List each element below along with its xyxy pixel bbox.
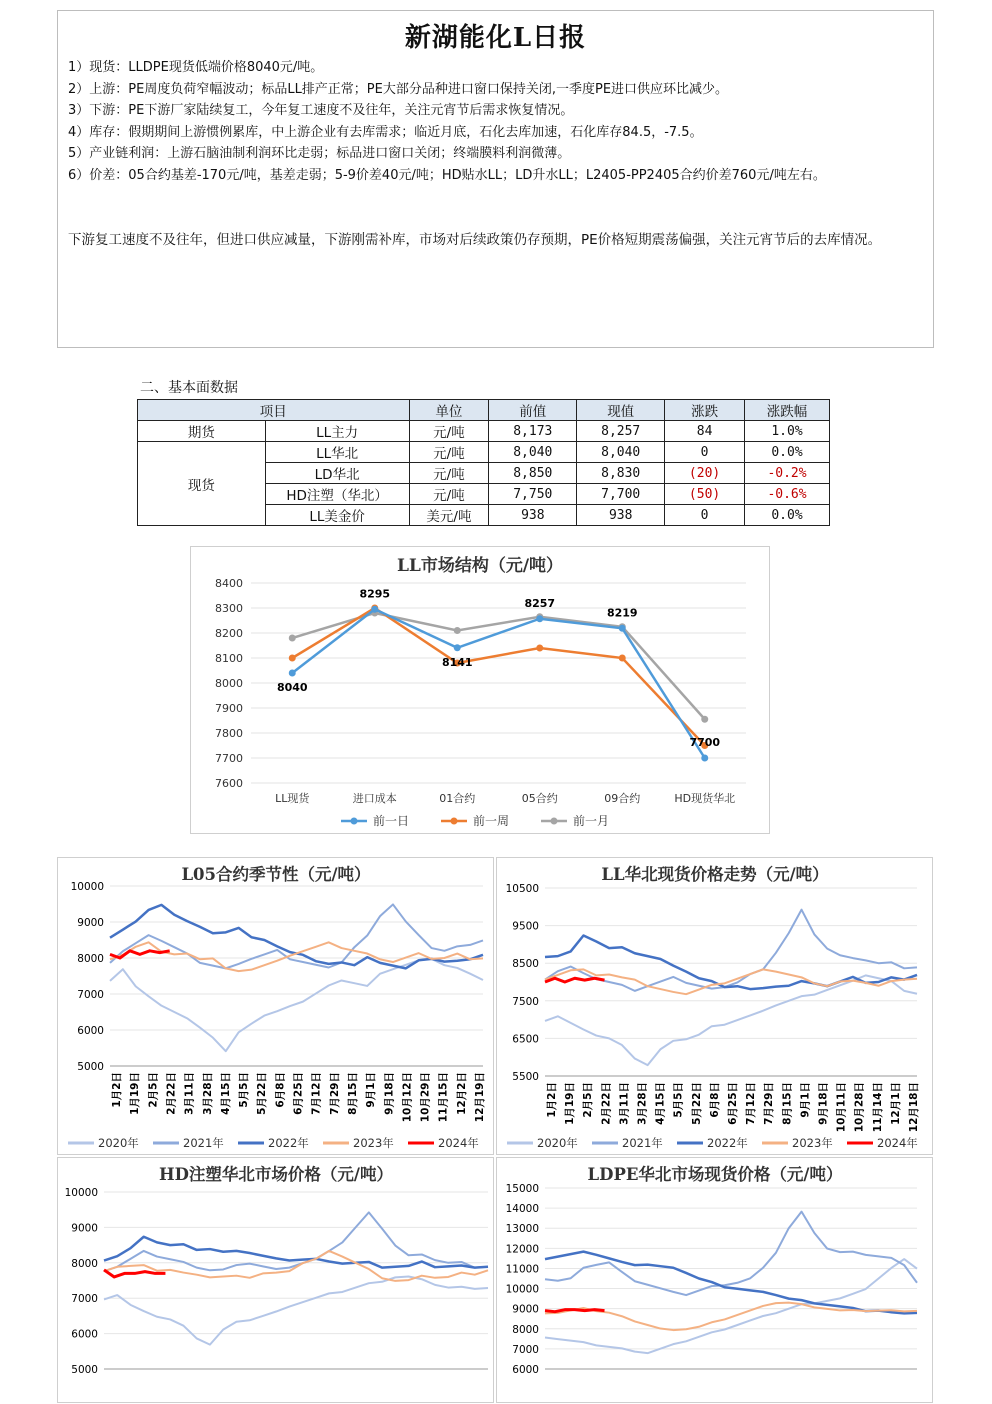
chart-title: LDPE华北市场现货价格（元/吨） [587, 1165, 843, 1184]
pct-cell: -0.6% [745, 484, 830, 505]
chg-cell: (20) [665, 463, 745, 484]
x-tick-label: 3月28日 [201, 1072, 214, 1115]
item-cell: LL美金价 [265, 505, 409, 526]
x-tick-label: 1月2日 [111, 1072, 123, 1108]
x-tick-label: HD现货华北 [674, 792, 736, 805]
hd-injection-chart [57, 1157, 494, 1403]
table-row [138, 421, 830, 442]
prev-cell: 8,040 [489, 442, 577, 463]
y-tick-label: 8000 [71, 1257, 98, 1270]
report-line: 3）下游：PE下游厂家陆续复工，今年复工速度不及往年，关注元宵节后需求恢复情况。 [68, 103, 574, 118]
legend-marker [351, 818, 358, 825]
market-structure-svg [191, 547, 769, 833]
x-tick-label: 进口成本 [352, 792, 397, 805]
report-line: 5）产业链利润：上游石脑油制利润环比走弱；标品进口窗口关闭；终端膜料利润微薄。 [68, 146, 571, 161]
y-tick-label: 7900 [215, 702, 243, 715]
data-point [454, 627, 461, 634]
data-label: 8040 [276, 681, 308, 694]
pct-cell: 1.0% [745, 421, 830, 442]
header-prev: 前值 [489, 400, 577, 421]
chg-cell: (50) [665, 484, 745, 505]
y-tick-label: 9000 [512, 1303, 539, 1316]
data-point [371, 606, 378, 613]
cur-cell: 8,830 [577, 463, 665, 484]
ll-north-spot-chart [496, 857, 933, 1155]
data-point [289, 635, 296, 642]
item-cell: HD注塑（华北） [265, 484, 409, 505]
data-label: 8295 [359, 587, 391, 601]
pct-cell: 0.0% [745, 442, 830, 463]
x-tick-label: 3月11日 [618, 1082, 631, 1125]
x-tick-label: 6月25日 [292, 1072, 305, 1115]
cur-cell: 8,040 [577, 442, 665, 463]
data-label: 7700 [689, 736, 721, 749]
x-tick-label: 12月1日 [889, 1082, 902, 1125]
report-line: 2）上游：PE周度负荷窄幅波动；标品LL排产正常；PE大部分品种进口窗口保持关闭,一季度PE进口供应环比减少。 [68, 81, 729, 97]
series-line [110, 905, 483, 969]
series-line [110, 959, 483, 1051]
series-line [545, 1259, 917, 1353]
x-tick-label: 09合约 [604, 792, 641, 805]
header-unit: 单位 [409, 400, 489, 421]
data-label: 8141 [441, 655, 473, 669]
x-tick-label: 9月18日 [817, 1082, 830, 1125]
x-tick-label: 10月29日 [419, 1072, 432, 1123]
x-tick-label: 7月29日 [763, 1082, 776, 1125]
unit-cell: 美元/吨 [409, 505, 489, 526]
x-tick-label: 9月1日 [365, 1072, 378, 1108]
cur-cell: 938 [577, 505, 665, 526]
section-title: 二、基本面数据 [140, 380, 238, 396]
y-tick-label: 7500 [512, 995, 539, 1008]
data-point [536, 615, 543, 622]
header-chg: 涨跌 [665, 400, 745, 421]
data-point [289, 670, 296, 677]
report-line: 6）价差：05合约基差-170元/吨，基差走弱；5-9价差40元/吨；HD贴水LL；LD升水LL；L2405-PP2405合约价差760元/吨左右。 [68, 167, 826, 183]
data-label: 8257 [524, 596, 556, 610]
x-tick-label: LL现货 [275, 792, 310, 805]
y-tick-label: 8400 [215, 577, 243, 590]
x-tick-label: 2月22日 [600, 1082, 613, 1125]
legend-label: 2021年 [622, 1136, 663, 1150]
legend-label: 2024年 [877, 1136, 918, 1150]
x-tick-label: 12月2日 [455, 1072, 468, 1115]
y-tick-label: 11000 [505, 1263, 539, 1276]
series-line [545, 1303, 917, 1330]
y-tick-label: 13000 [505, 1223, 539, 1236]
ldpe-north-chart [496, 1157, 933, 1403]
y-tick-label: 6000 [71, 1328, 98, 1341]
y-tick-label: 9000 [71, 1222, 98, 1235]
y-tick-label: 15000 [505, 1183, 539, 1195]
legend-label: 前一日 [373, 814, 410, 828]
item-cell: LD华北 [265, 463, 409, 484]
series-line [104, 1277, 488, 1345]
y-tick-label: 7700 [215, 752, 243, 765]
y-tick-label: 8200 [215, 627, 243, 640]
x-tick-label: 3月28日 [636, 1082, 649, 1125]
prev-cell: 7,750 [489, 484, 577, 505]
legend-label: 2023年 [353, 1136, 394, 1150]
y-tick-label: 6000 [512, 1364, 539, 1376]
x-tick-label: 1月19日 [129, 1072, 142, 1115]
x-tick-label: 6月8日 [708, 1082, 721, 1118]
series-line [545, 1252, 917, 1314]
x-tick-label: 4月15日 [654, 1082, 667, 1125]
x-tick-label: 05合约 [521, 792, 558, 805]
y-tick-label: 6000 [77, 1025, 104, 1037]
x-tick-label: 6月8日 [274, 1072, 287, 1108]
report-line: 4）库存：假期期间上游惯例累库，中上游企业有去库需求；临近月底，石化去库加速，石化库存84.5，-7.5。 [68, 124, 703, 140]
x-tick-label: 4月15日 [219, 1072, 232, 1115]
y-tick-label: 7800 [215, 727, 243, 740]
y-tick-label: 10000 [64, 1187, 98, 1199]
data-label: 8219 [606, 606, 638, 620]
y-tick-label: 9500 [512, 920, 539, 933]
x-tick-label: 5月5日 [238, 1072, 251, 1108]
header-cur: 现值 [577, 400, 665, 421]
pct-cell: 0.0% [745, 505, 830, 526]
y-tick-label: 12000 [505, 1243, 539, 1256]
group-cell: 现货 [138, 442, 266, 526]
legend-label: 2023年 [792, 1136, 833, 1150]
ll-north-spot-svg [497, 858, 932, 1154]
x-tick-label: 6月25日 [727, 1082, 739, 1125]
data-point [619, 655, 626, 662]
x-tick-label: 2月5日 [582, 1082, 595, 1118]
x-tick-label: 2月5日 [147, 1072, 160, 1108]
legend-label: 前一月 [573, 814, 610, 828]
y-tick-label: 8000 [77, 953, 104, 965]
l05-seasonality-chart [57, 857, 494, 1155]
chart-title: LL华北现货价格走势（元/吨） [601, 865, 829, 884]
y-tick-label: 5500 [512, 1071, 539, 1083]
chg-cell: 84 [665, 421, 745, 442]
header-pct: 涨跌幅 [745, 400, 830, 421]
y-tick-label: 8500 [512, 958, 539, 971]
series-line [545, 978, 605, 982]
report-line: 1）现货：LLDPE现货低端价格8040元/吨。 [68, 60, 324, 75]
chg-cell: 0 [665, 442, 745, 463]
data-point [701, 716, 708, 723]
x-tick-label: 5月5日 [672, 1082, 685, 1118]
y-tick-label: 7000 [77, 989, 104, 1001]
x-tick-label: 2月22日 [165, 1072, 178, 1115]
data-point [619, 625, 626, 632]
x-tick-label: 7月12日 [745, 1082, 758, 1125]
y-tick-label: 14000 [505, 1203, 539, 1216]
x-tick-label: 10月11日 [835, 1082, 848, 1133]
data-point [536, 645, 543, 652]
chart-title: L05合约季节性（元/吨） [181, 865, 371, 884]
legend-label: 2020年 [537, 1136, 578, 1150]
hd-injection-svg [58, 1158, 493, 1404]
report-lines [68, 57, 921, 186]
series-line [545, 975, 917, 1065]
table-row [138, 442, 830, 463]
ldpe-north-svg [497, 1158, 932, 1404]
x-tick-label: 11月15日 [437, 1072, 450, 1123]
legend-label: 2022年 [707, 1136, 748, 1150]
cur-cell: 7,700 [577, 484, 665, 505]
y-tick-label: 10500 [505, 883, 539, 895]
x-tick-label: 7月29日 [328, 1072, 341, 1115]
x-tick-label: 11月14日 [871, 1082, 884, 1133]
prev-cell: 938 [489, 505, 577, 526]
legend-label: 2024年 [438, 1136, 479, 1150]
data-point [701, 755, 708, 762]
pct-cell: -0.2% [745, 463, 830, 484]
chg-cell: 0 [665, 505, 745, 526]
y-tick-label: 6500 [512, 1033, 539, 1046]
unit-cell: 元/吨 [409, 463, 489, 484]
prev-cell: 8,173 [489, 421, 577, 442]
x-tick-label: 12月18日 [908, 1082, 920, 1133]
y-tick-label: 5000 [71, 1364, 98, 1376]
report-title: 新湖能化L日报 [404, 23, 587, 53]
fundamentals-table [137, 399, 830, 526]
legend-label: 2022年 [268, 1136, 309, 1150]
cur-cell: 8,257 [577, 421, 665, 442]
y-tick-label: 8000 [215, 677, 243, 690]
y-tick-label: 10000 [70, 881, 104, 893]
item-cell: LL主力 [265, 421, 409, 442]
chart-title: HD注塑华北市场价格（元/吨） [159, 1165, 393, 1184]
group-cell: 期货 [138, 421, 266, 442]
header-item: 项目 [138, 400, 410, 421]
y-tick-label: 8100 [215, 652, 243, 665]
series-line [110, 942, 483, 971]
x-tick-label: 01合约 [439, 792, 476, 805]
x-tick-label: 12月19日 [474, 1072, 486, 1123]
y-tick-label: 7000 [512, 1343, 539, 1356]
y-tick-label: 9000 [77, 917, 104, 929]
x-tick-label: 10月12日 [401, 1072, 414, 1123]
x-tick-label: 5月22日 [690, 1082, 703, 1125]
report-summary: 下游复工速度不及往年，但进口供应减量，下游刚需补库，市场对后续政策仍存预期，PE价格短期震荡偏强，关注元宵节后的去库情况。 [68, 232, 882, 248]
chart-title: LL市场结构（元/吨） [396, 556, 564, 576]
legend-marker [551, 818, 558, 825]
legend-label: 2020年 [98, 1136, 139, 1150]
item-cell: LL华北 [265, 442, 409, 463]
y-tick-label: 10000 [505, 1283, 539, 1296]
x-tick-label: 1月2日 [546, 1082, 558, 1118]
x-tick-label: 7月12日 [310, 1072, 323, 1115]
y-tick-label: 7600 [215, 777, 243, 790]
y-tick-label: 5000 [77, 1061, 104, 1073]
unit-cell: 元/吨 [409, 442, 489, 463]
series-line [545, 1212, 917, 1295]
table-header-row [138, 400, 830, 421]
x-tick-label: 3月11日 [183, 1072, 196, 1115]
series-line [545, 969, 917, 994]
report-box [57, 10, 934, 348]
y-tick-label: 8300 [215, 602, 243, 615]
y-tick-label: 8000 [512, 1323, 539, 1336]
data-point [454, 644, 461, 651]
x-tick-label: 9月1日 [799, 1082, 812, 1118]
x-tick-label: 8月15日 [346, 1072, 359, 1115]
x-tick-label: 1月19日 [564, 1082, 577, 1125]
x-tick-label: 5月22日 [256, 1072, 269, 1115]
unit-cell: 元/吨 [409, 484, 489, 505]
data-point [289, 655, 296, 662]
x-tick-label: 10月28日 [853, 1082, 866, 1133]
legend-label: 2021年 [183, 1136, 224, 1150]
series-line [292, 613, 705, 719]
x-tick-label: 8月15日 [781, 1082, 794, 1125]
legend-marker [451, 818, 458, 825]
y-tick-label: 7000 [71, 1293, 98, 1306]
legend-label: 前一周 [473, 814, 510, 828]
unit-cell: 元/吨 [409, 421, 489, 442]
l05-seasonality-svg [58, 858, 493, 1154]
x-tick-label: 9月18日 [383, 1072, 396, 1115]
market-structure-chart [190, 546, 770, 834]
series-line [292, 609, 705, 758]
prev-cell: 8,850 [489, 463, 577, 484]
series-line [292, 608, 705, 746]
